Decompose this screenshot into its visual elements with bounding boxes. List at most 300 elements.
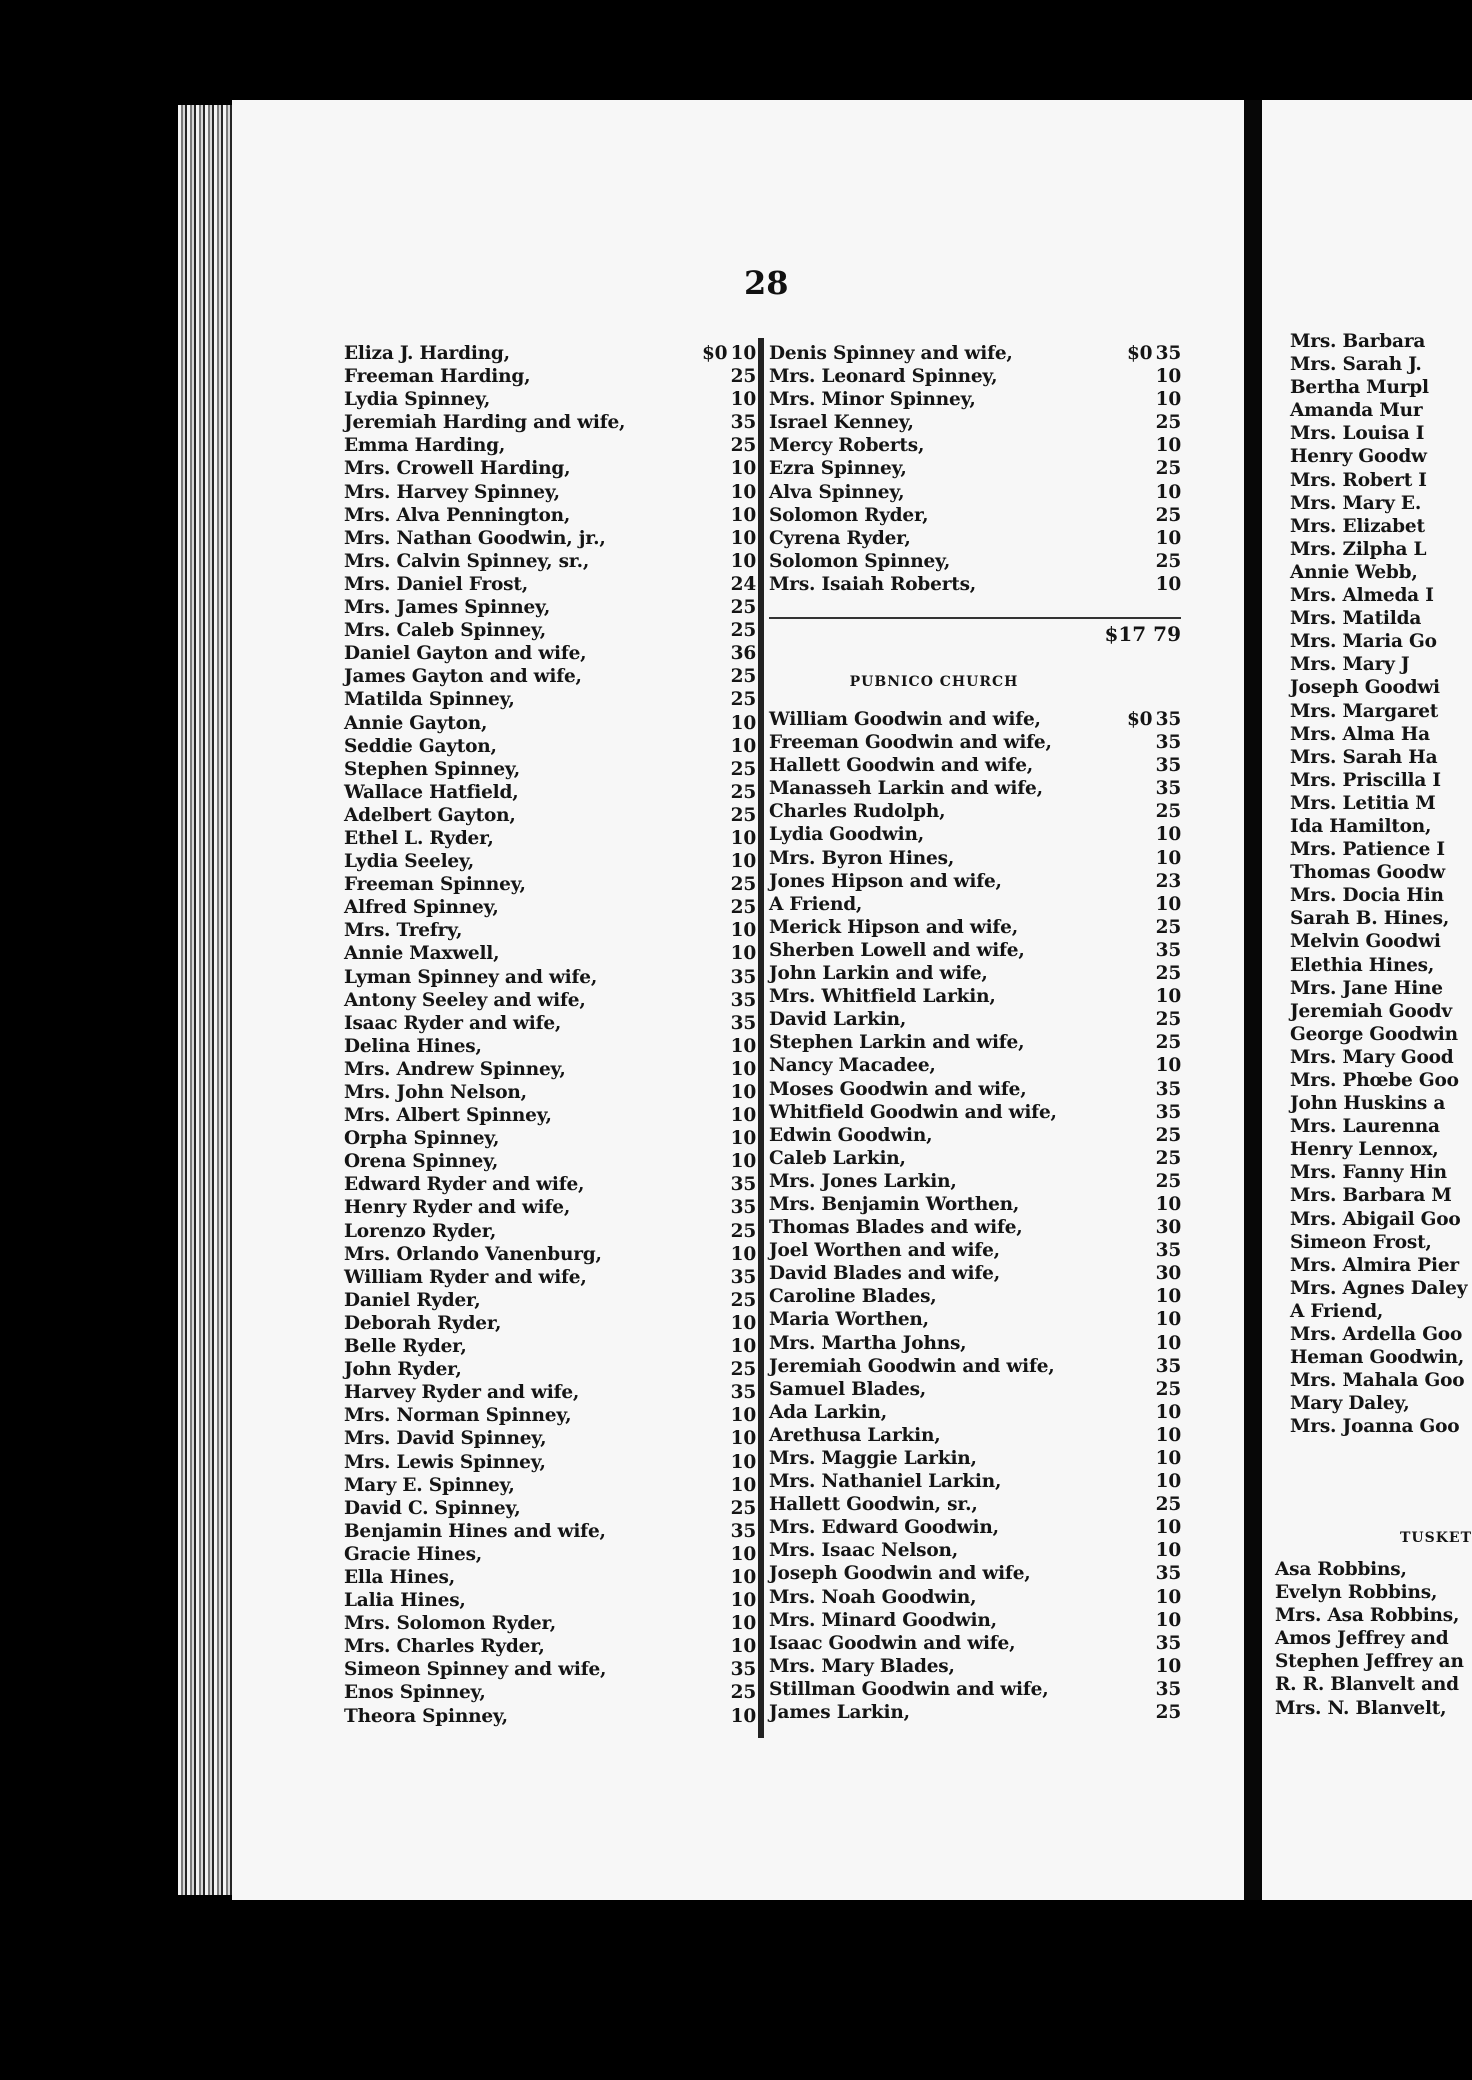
subscriber-name: Mrs. Calvin Spinney, sr., bbox=[344, 550, 590, 572]
subscriber-name: Merick Hipson and wife, bbox=[769, 916, 1018, 938]
subscriber-entry: Bertha Murpl bbox=[1290, 377, 1429, 399]
subscriber-entry: Mrs. Phœbe Goo bbox=[1290, 1070, 1459, 1091]
subscriber-entry bbox=[344, 1658, 756, 1681]
subscriber-name: A Friend, bbox=[769, 893, 863, 915]
subscriber-entry bbox=[344, 1543, 756, 1566]
subscriber-entry bbox=[769, 1262, 1181, 1285]
subscriber-entry: R. R. Blanvelt and bbox=[1275, 1674, 1459, 1696]
subscriber-entry: Mrs. Joanna Goo bbox=[1290, 1416, 1460, 1438]
subscriber-name: Henry Ryder and wife, bbox=[344, 1197, 571, 1219]
subscriber-entry: Mrs. Matilda bbox=[1290, 608, 1422, 630]
amount-cents: 10 bbox=[730, 1336, 756, 1358]
amount-cents: 25 bbox=[1155, 550, 1181, 572]
subscriber-entry bbox=[344, 1451, 756, 1474]
subscriber-entry bbox=[769, 916, 1181, 939]
subscriber-entry bbox=[769, 1655, 1181, 1678]
subscriber-name: Moses Goodwin and wife, bbox=[769, 1078, 1027, 1100]
subscriber-entry bbox=[769, 708, 1181, 731]
subscriber-name: Hallett Goodwin, sr., bbox=[769, 1494, 978, 1516]
subscriber-entry bbox=[344, 896, 756, 919]
subscriber-name: David Larkin, bbox=[769, 1009, 907, 1031]
subscriber-name: Edward Ryder and wife, bbox=[344, 1174, 585, 1196]
amount-cents: 35 bbox=[1155, 1078, 1181, 1100]
subscriber-entry: Heman Goodwin, bbox=[1290, 1347, 1465, 1369]
subscriber-entry bbox=[769, 1355, 1181, 1378]
subscriber-entry bbox=[769, 434, 1181, 457]
subscriber-entry bbox=[344, 873, 756, 896]
subscriber-entry bbox=[344, 712, 756, 735]
column-divider bbox=[758, 338, 764, 1738]
amount-cents: 25 bbox=[1155, 458, 1181, 480]
amount-cents: 35 bbox=[1155, 755, 1181, 777]
amount-cents: 10 bbox=[730, 1312, 756, 1334]
subscriber-entry: Mrs. Barbara M bbox=[1290, 1185, 1452, 1207]
amount-cents: 25 bbox=[730, 804, 756, 826]
subscriber-entry: Melvin Goodwi bbox=[1290, 931, 1441, 953]
subscriber-name: Mrs. Andrew Spinney, bbox=[344, 1058, 566, 1080]
subscriber-entry bbox=[769, 1493, 1181, 1516]
subscriber-name: Theora Spinney, bbox=[344, 1705, 508, 1727]
subscriber-entry bbox=[769, 388, 1181, 411]
amount-cents: 10 bbox=[1155, 893, 1181, 915]
subscriber-name: Mrs. Maggie Larkin, bbox=[769, 1448, 977, 1469]
subscriber-entry: Mrs. Alma Ha bbox=[1290, 723, 1430, 745]
right-column-list bbox=[1290, 330, 1467, 1439]
amount-cents: 35 bbox=[730, 966, 756, 988]
subscriber-entry bbox=[769, 1239, 1181, 1262]
middle-column-list-top bbox=[769, 342, 1181, 596]
subscriber-entry: Jeremiah Goodv bbox=[1290, 1000, 1452, 1022]
amount-cents: 25 bbox=[730, 1497, 756, 1519]
subscriber-entry bbox=[344, 342, 756, 365]
subscriber-entry bbox=[344, 457, 756, 480]
amount-cents: 10 bbox=[730, 1543, 756, 1565]
amount-cents: 25 bbox=[1155, 412, 1181, 434]
subscriber-entry: Henry Lennox, bbox=[1290, 1139, 1439, 1161]
subscriber-name: Mrs. David Spinney, bbox=[344, 1428, 547, 1450]
amount-cents: 10 bbox=[730, 943, 756, 965]
subscriber-name: Daniel Ryder, bbox=[344, 1289, 481, 1311]
subscriber-name: Enos Spinney, bbox=[344, 1682, 486, 1704]
subscriber-name: Mrs. Isaiah Roberts, bbox=[769, 573, 977, 595]
subscriber-entry bbox=[769, 1678, 1181, 1701]
subscriber-entry bbox=[344, 688, 756, 711]
amount-cents: 10 bbox=[730, 389, 756, 411]
subscriber-entry bbox=[344, 1335, 756, 1358]
amount-cents: 10 bbox=[730, 458, 756, 480]
amount-cents: 35 bbox=[1155, 1678, 1181, 1700]
amount-cents: 10 bbox=[1155, 1540, 1181, 1562]
subscriber-name: Mrs. Benjamin Worthen, bbox=[769, 1193, 1020, 1215]
amount-cents: 25 bbox=[1155, 963, 1181, 985]
subscriber-name: Stephen Spinney, bbox=[344, 758, 520, 780]
subscriber-entry bbox=[769, 1216, 1181, 1239]
subscriber-name: Sherben Lowell and wife, bbox=[769, 939, 1025, 961]
subscriber-entry bbox=[769, 847, 1181, 870]
subscriber-entry: Amanda Mur bbox=[1290, 400, 1423, 422]
subscriber-name: Cyrena Ryder, bbox=[769, 527, 911, 549]
subscriber-entry bbox=[344, 1312, 756, 1335]
subscriber-entry bbox=[769, 1285, 1181, 1308]
subscriber-entry: Mrs. Priscilla I bbox=[1290, 769, 1441, 791]
section-heading: PUBNICO CHURCH bbox=[849, 674, 1019, 690]
subscriber-entry bbox=[769, 1586, 1181, 1609]
subscriber-name: Mercy Roberts, bbox=[769, 435, 925, 457]
subscriber-entry bbox=[344, 1589, 756, 1612]
amount-cents: 10 bbox=[1155, 435, 1181, 457]
subscriber-entry bbox=[769, 939, 1181, 962]
subscriber-entry bbox=[769, 1101, 1181, 1124]
subscriber-entry: Mrs. Mary E. bbox=[1290, 492, 1422, 514]
left-column-list bbox=[344, 342, 756, 1728]
subscriber-entry: Mrs. Jane Hine bbox=[1290, 977, 1443, 999]
subscriber-entry bbox=[769, 754, 1181, 777]
subscriber-name: Mrs. Charles Ryder, bbox=[344, 1636, 545, 1658]
amount-cents: 10 bbox=[1155, 366, 1181, 388]
subscriber-entry bbox=[344, 619, 756, 642]
amount-cents: 25 bbox=[730, 435, 756, 457]
subscriber-entry: Elethia Hines, bbox=[1290, 954, 1435, 976]
subscriber-entry bbox=[344, 1243, 756, 1266]
amount-cents: 25 bbox=[1155, 1378, 1181, 1400]
subscriber-name: Daniel Gayton and wife, bbox=[344, 643, 587, 665]
subscriber-name: Edwin Goodwin, bbox=[769, 1124, 933, 1146]
subscriber-name: Charles Rudolph, bbox=[769, 801, 946, 823]
subscriber-name: Maria Worthen, bbox=[769, 1309, 929, 1331]
subscriber-entry bbox=[769, 1378, 1181, 1401]
subscriber-entry: Mrs. Elizabet bbox=[1290, 515, 1425, 537]
subscriber-name: Samuel Blades, bbox=[769, 1378, 927, 1400]
amount-cents: 10 bbox=[730, 1243, 756, 1265]
amount-cents: 25 bbox=[1155, 1032, 1181, 1054]
subscriber-entry bbox=[344, 1104, 756, 1127]
subscriber-name: James Gayton and wife, bbox=[344, 666, 582, 688]
subscriber-entry: Henry Goodw bbox=[1290, 446, 1427, 468]
subscriber-name: Ezra Spinney, bbox=[769, 458, 907, 480]
amount-cents: 35 bbox=[1155, 1240, 1181, 1262]
subscriber-entry bbox=[344, 365, 756, 388]
subscriber-entry bbox=[344, 850, 756, 873]
subscriber-entry bbox=[344, 1081, 756, 1104]
amount-cents: 25 bbox=[730, 1220, 756, 1242]
subscriber-name: Caleb Larkin, bbox=[769, 1147, 906, 1169]
subscriber-entry bbox=[344, 966, 756, 989]
subscriber-name: Whitfield Goodwin and wife, bbox=[769, 1101, 1057, 1123]
subscriber-name: Mrs. Alva Pennington, bbox=[344, 504, 571, 526]
subscriber-name: Caroline Blades, bbox=[769, 1286, 937, 1308]
subscriber-name: Wallace Hatfield, bbox=[344, 781, 519, 803]
subscriber-name: Ella Hines, bbox=[344, 1566, 455, 1588]
amount-cents: 10 bbox=[1155, 1609, 1181, 1631]
subscriber-entry: Mrs. N. Blanvelt, bbox=[1275, 1697, 1447, 1719]
subscriber-entry: Stephen Jeffrey an bbox=[1275, 1651, 1464, 1673]
subscriber-name: Mrs. Albert Spinney, bbox=[344, 1105, 552, 1127]
amount-cents: 35 bbox=[730, 1659, 756, 1681]
subscriber-name: John Ryder, bbox=[344, 1359, 462, 1381]
subscriber-entry bbox=[769, 365, 1181, 388]
subscriber-entry bbox=[769, 1054, 1181, 1077]
subscriber-entry bbox=[344, 1635, 756, 1658]
subscriber-entry bbox=[344, 919, 756, 942]
subscriber-entry bbox=[344, 1474, 756, 1497]
amount-cents: 10 bbox=[1155, 481, 1181, 503]
amount-cents: 25 bbox=[730, 874, 756, 896]
subscriber-name: Isaac Goodwin and wife, bbox=[769, 1632, 1016, 1654]
amount-dollars: $0 bbox=[1127, 343, 1153, 364]
subscriber-entry bbox=[769, 1632, 1181, 1655]
amount-cents: 35 bbox=[1155, 1101, 1181, 1123]
subscriber-name: William Ryder and wife, bbox=[344, 1266, 587, 1288]
subscriber-entry: Mrs. Sarah J. bbox=[1290, 354, 1422, 376]
subscriber-entry bbox=[344, 942, 756, 965]
amount-cents: 30 bbox=[1155, 1217, 1181, 1239]
subscriber-name: Mrs. Minor Spinney, bbox=[769, 389, 976, 411]
amount-cents: 10 bbox=[730, 851, 756, 873]
subscriber-entry: George Goodwin bbox=[1290, 1023, 1458, 1045]
subscriber-name: Deborah Ryder, bbox=[344, 1312, 502, 1334]
subscriber-entry: Sarah B. Hines, bbox=[1290, 908, 1450, 930]
subscriber-name: Seddie Gayton, bbox=[344, 735, 497, 757]
subscriber-entry bbox=[769, 481, 1181, 504]
subscriber-entry bbox=[769, 1424, 1181, 1447]
subscriber-entry bbox=[344, 573, 756, 596]
amount-dollars: $0 bbox=[702, 343, 728, 364]
subscriber-name: Jones Hipson and wife, bbox=[769, 870, 1002, 892]
subscriber-entry bbox=[769, 527, 1181, 550]
subscriber-entry bbox=[344, 1612, 756, 1635]
subscriber-entry bbox=[344, 550, 756, 573]
subscriber-entry: Mrs. Robert I bbox=[1290, 469, 1427, 491]
subscriber-entry bbox=[344, 1566, 756, 1589]
amount-cents: 35 bbox=[1155, 343, 1181, 364]
subscriber-entry bbox=[344, 1035, 756, 1058]
amount-cents: 10 bbox=[730, 735, 756, 757]
subscriber-name: Stephen Larkin and wife, bbox=[769, 1032, 1025, 1054]
subscriber-entry bbox=[344, 527, 756, 550]
subscriber-name: Joseph Goodwin and wife, bbox=[769, 1563, 1031, 1585]
subtotal: $17 79 bbox=[769, 617, 1181, 646]
amount-cents: 10 bbox=[1155, 824, 1181, 846]
subscriber-entry bbox=[769, 1539, 1181, 1562]
amount-cents: 10 bbox=[730, 1590, 756, 1612]
subscriber-name: Mrs. Byron Hines, bbox=[769, 847, 955, 869]
subscriber-entry: Mrs. Mahala Goo bbox=[1290, 1370, 1465, 1392]
amount-cents: 25 bbox=[730, 1359, 756, 1381]
subscriber-entry bbox=[769, 411, 1181, 434]
subscriber-entry: Mrs. Fanny Hin bbox=[1290, 1162, 1447, 1184]
amount-cents: 10 bbox=[730, 343, 756, 364]
subscriber-entry bbox=[344, 1358, 756, 1381]
subscriber-entry: Amos Jeffrey and bbox=[1275, 1628, 1449, 1650]
subscriber-name: Eliza J. Harding, bbox=[344, 343, 510, 364]
subscriber-name: Freeman Goodwin and wife, bbox=[769, 732, 1052, 754]
subscriber-entry bbox=[769, 1701, 1181, 1724]
subscriber-entry: Asa Robbins, bbox=[1275, 1559, 1407, 1580]
amount-cents: 25 bbox=[730, 666, 756, 688]
amount-cents: 25 bbox=[730, 1289, 756, 1311]
amount-cents: 10 bbox=[730, 827, 756, 849]
subscriber-name: John Larkin and wife, bbox=[769, 963, 988, 985]
subscriber-entry bbox=[769, 893, 1181, 916]
right-section-heading: TUSKET bbox=[1400, 1530, 1472, 1546]
amount-cents: 35 bbox=[730, 1012, 756, 1034]
subscriber-name: Mrs. Isaac Nelson, bbox=[769, 1540, 959, 1562]
subscriber-name: Mrs. Minard Goodwin, bbox=[769, 1609, 997, 1631]
amount-cents: 10 bbox=[730, 1105, 756, 1127]
subscriber-name: Lorenzo Ryder, bbox=[344, 1220, 497, 1242]
subscriber-entry bbox=[344, 434, 756, 457]
amount-cents: 10 bbox=[730, 1428, 756, 1450]
amount-cents: 10 bbox=[1155, 986, 1181, 1008]
subscriber-entry bbox=[344, 1173, 756, 1196]
subscriber-name: Mrs. Whitfield Larkin, bbox=[769, 986, 996, 1008]
subscriber-entry bbox=[344, 596, 756, 619]
subscriber-name: Jeremiah Harding and wife, bbox=[344, 412, 626, 434]
subscriber-entry: Mrs. Laurenna bbox=[1290, 1116, 1440, 1138]
subscriber-entry bbox=[344, 1150, 756, 1173]
subscriber-name: Orena Spinney, bbox=[344, 1151, 499, 1173]
subscriber-entry bbox=[769, 1401, 1181, 1424]
subscriber-name: Lydia Goodwin, bbox=[769, 824, 924, 846]
subscriber-entry bbox=[344, 1381, 756, 1404]
subscriber-entry: Joseph Goodwi bbox=[1290, 677, 1440, 699]
subscriber-name: Mrs. Caleb Spinney, bbox=[344, 620, 547, 642]
subscriber-name: Alfred Spinney, bbox=[344, 897, 499, 919]
subscriber-entry: Mrs. Barbara bbox=[1290, 331, 1426, 352]
subscriber-name: Stillman Goodwin and wife, bbox=[769, 1678, 1049, 1700]
subscriber-entry: Mrs. Mary Good bbox=[1290, 1046, 1454, 1068]
subscriber-entry bbox=[344, 1497, 756, 1520]
subscriber-entry bbox=[769, 342, 1181, 365]
amount-cents: 25 bbox=[1155, 504, 1181, 526]
amount-cents: 25 bbox=[730, 781, 756, 803]
amount-cents: 10 bbox=[730, 527, 756, 549]
amount-cents: 10 bbox=[1155, 573, 1181, 595]
amount-cents: 10 bbox=[1155, 1055, 1181, 1077]
subscriber-entry bbox=[769, 800, 1181, 823]
subscriber-name: Mrs. Orlando Vanenburg, bbox=[344, 1243, 602, 1265]
amount-cents: 10 bbox=[730, 920, 756, 942]
amount-cents: 10 bbox=[730, 1405, 756, 1427]
subscriber-entry: Mrs. Patience I bbox=[1290, 839, 1445, 861]
subscriber-entry: Mrs. Letitia M bbox=[1290, 792, 1436, 814]
amount-cents: 10 bbox=[1155, 1193, 1181, 1215]
subscriber-name: Mrs. Mary Blades, bbox=[769, 1655, 955, 1677]
subscriber-name: Antony Seeley and wife, bbox=[344, 989, 586, 1011]
amount-cents: 10 bbox=[1155, 1401, 1181, 1423]
subscriber-name: Simeon Spinney and wife, bbox=[344, 1659, 607, 1681]
subscriber-entry: Mrs. Almira Pier bbox=[1290, 1254, 1459, 1276]
subscriber-entry: Mrs. Ardella Goo bbox=[1290, 1324, 1463, 1346]
subscriber-entry bbox=[769, 777, 1181, 800]
amount-cents: 25 bbox=[730, 758, 756, 780]
amount-cents: 10 bbox=[1155, 1424, 1181, 1446]
page-number: 28 bbox=[744, 264, 789, 302]
subscriber-name: David C. Spinney, bbox=[344, 1497, 521, 1519]
subscriber-name: Mrs. Edward Goodwin, bbox=[769, 1517, 999, 1539]
subscriber-name: Jeremiah Goodwin and wife, bbox=[769, 1355, 1055, 1377]
amount-cents: 10 bbox=[730, 1705, 756, 1727]
subscriber-entry bbox=[769, 1147, 1181, 1170]
subscriber-name: Lydia Spinney, bbox=[344, 389, 491, 411]
amount-cents: 25 bbox=[1155, 1702, 1181, 1724]
subscriber-name: Benjamin Hines and wife, bbox=[344, 1520, 606, 1542]
subscriber-entry: Mrs. Mary J bbox=[1290, 654, 1410, 676]
subscriber-name: Nancy Macadee, bbox=[769, 1055, 936, 1077]
subscriber-entry bbox=[344, 1196, 756, 1219]
subscriber-name: Orpha Spinney, bbox=[344, 1128, 500, 1150]
subscriber-name: Mrs. John Nelson, bbox=[344, 1082, 527, 1103]
subscriber-entry bbox=[769, 1332, 1181, 1355]
subscriber-name: Mrs. James Spinney, bbox=[344, 597, 551, 619]
amount-cents: 35 bbox=[1155, 732, 1181, 754]
subscriber-entry: Mrs. Zilpha L bbox=[1290, 538, 1427, 560]
amount-cents: 10 bbox=[730, 712, 756, 734]
amount-cents: 25 bbox=[1155, 1147, 1181, 1169]
subscriber-entry bbox=[769, 1308, 1181, 1331]
subscriber-entry bbox=[344, 827, 756, 850]
subscriber-entry bbox=[344, 504, 756, 527]
amount-cents: 10 bbox=[730, 504, 756, 526]
amount-cents: 35 bbox=[1155, 939, 1181, 961]
subscriber-name: Mrs. Nathaniel Larkin, bbox=[769, 1471, 1002, 1493]
subscriber-entry: Thomas Goodw bbox=[1290, 862, 1445, 884]
amount-cents: 10 bbox=[730, 1058, 756, 1080]
amount-cents: 35 bbox=[1155, 1355, 1181, 1377]
amount-cents: 25 bbox=[1155, 916, 1181, 938]
subscriber-name: Joel Worthen and wife, bbox=[769, 1240, 1000, 1262]
subscriber-entry bbox=[769, 1124, 1181, 1147]
subscriber-name: Ada Larkin, bbox=[769, 1401, 887, 1423]
subscriber-entry bbox=[344, 758, 756, 781]
amount-dollars: $0 bbox=[1127, 709, 1153, 730]
subscriber-name: Mrs. Solomon Ryder, bbox=[344, 1613, 556, 1635]
subscriber-entry: Evelyn Robbins, bbox=[1275, 1582, 1438, 1604]
subscriber-entry: Mrs. Asa Robbins, bbox=[1275, 1605, 1460, 1627]
subscriber-entry bbox=[344, 1127, 756, 1150]
amount-cents: 23 bbox=[1155, 870, 1181, 892]
subscriber-entry bbox=[769, 962, 1181, 985]
subscriber-entry bbox=[344, 642, 756, 665]
subscriber-entry bbox=[769, 550, 1181, 573]
amount-cents: 10 bbox=[730, 1474, 756, 1496]
subscriber-name: Manasseh Larkin and wife, bbox=[769, 778, 1043, 800]
subscriber-name: Denis Spinney and wife, bbox=[769, 343, 1013, 364]
subscriber-name: William Goodwin and wife, bbox=[769, 709, 1041, 730]
subscriber-entry bbox=[769, 504, 1181, 527]
amount-cents: 10 bbox=[730, 481, 756, 503]
book-page-edges bbox=[178, 105, 236, 1895]
amount-cents: 10 bbox=[1155, 1286, 1181, 1308]
subscriber-entry bbox=[769, 731, 1181, 754]
subscriber-entry: Mrs. Docia Hin bbox=[1290, 885, 1444, 907]
subscriber-entry bbox=[344, 1427, 756, 1450]
subscriber-name: Freeman Spinney, bbox=[344, 874, 526, 896]
subscriber-entry bbox=[344, 1681, 756, 1704]
subscriber-name: Lalia Hines, bbox=[344, 1590, 466, 1612]
subscriber-entry: Mrs. Louisa I bbox=[1290, 423, 1425, 445]
amount-cents: 10 bbox=[1155, 1332, 1181, 1354]
subscriber-name: Isaac Ryder and wife, bbox=[344, 1012, 562, 1034]
amount-cents: 10 bbox=[730, 1035, 756, 1057]
subscriber-name: Lydia Seeley, bbox=[344, 851, 475, 873]
amount-cents: 10 bbox=[1155, 1655, 1181, 1677]
subscriber-name: Annie Gayton, bbox=[344, 712, 488, 734]
subscriber-name: James Larkin, bbox=[769, 1702, 910, 1724]
amount-cents: 10 bbox=[730, 550, 756, 572]
subscriber-entry bbox=[769, 1031, 1181, 1054]
subscriber-name: Solomon Ryder, bbox=[769, 504, 929, 526]
